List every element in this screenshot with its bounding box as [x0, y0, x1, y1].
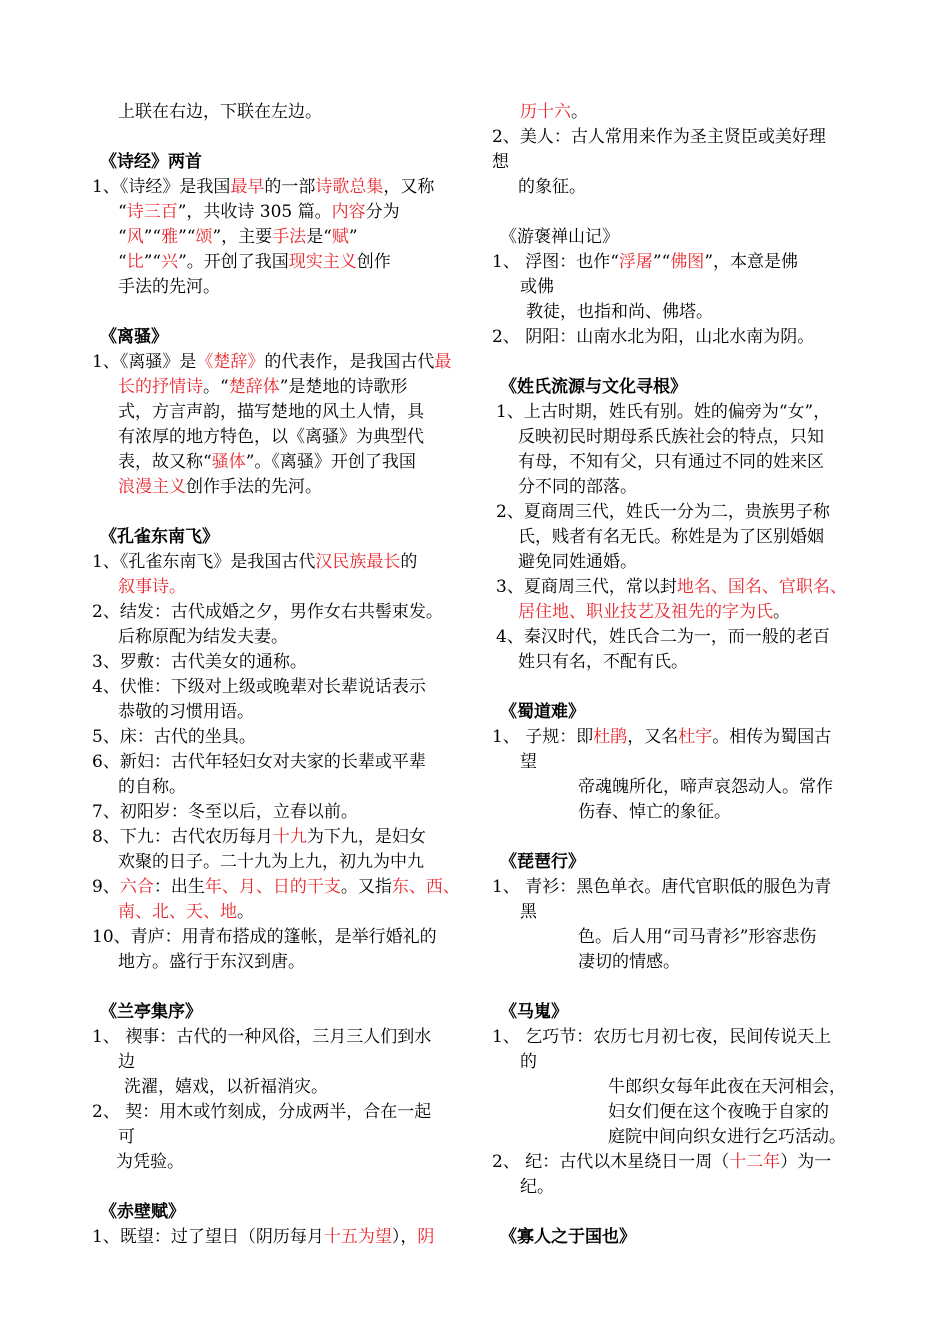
text-line: 欢聚的日子。二十九为上九，初九为中九: [118, 852, 424, 872]
text-line: 帝魂魄所化，啼声哀怨动人。常作: [578, 777, 833, 797]
section-heading: 《姓氏流源与文化寻根》: [500, 377, 687, 397]
text-line: [118, 225, 358, 250]
text-line: 1、上古时期，姓氏有别。姓的偏旁为“女”，: [496, 402, 831, 422]
text-span: 。: [773, 602, 790, 622]
text-span: 表，故又称“: [118, 452, 212, 472]
highlight-text: 风: [126, 227, 144, 247]
text-line: [520, 100, 588, 125]
highlight-text: 汉民族最长: [315, 552, 401, 572]
highlight-text: 诗歌总集: [315, 177, 384, 197]
text-span: ”“: [143, 252, 162, 272]
highlight-text: 《楚辞》: [196, 352, 265, 372]
text-span: 。: [571, 102, 588, 122]
text-span: ”，共收诗 305 篇。: [177, 202, 332, 222]
highlight-text: 最早: [230, 177, 265, 197]
section-heading: 《孔雀东南飞》: [100, 527, 219, 547]
text-line: 纪。: [520, 1177, 554, 1197]
text-line: 妇女们便在这个夜晚于自家的: [608, 1102, 829, 1122]
highlight-text: 比: [126, 252, 144, 272]
text-span: 。: [237, 902, 254, 922]
text-span: ”“: [143, 227, 162, 247]
text-line: 1、 乞巧节：农历七月初七夜，民间传说天上: [492, 1027, 832, 1047]
text-span: 为下九，是妇女: [306, 827, 426, 847]
text-line: 凄切的情感。: [578, 952, 680, 972]
text-span: 的代表作，是我国古代: [264, 352, 435, 372]
text-span: 是“: [306, 227, 332, 247]
highlight-text: 浪漫主义: [118, 477, 186, 497]
section-heading: 《离骚》: [100, 327, 168, 347]
text-line: [518, 600, 790, 625]
text-line: [118, 575, 186, 600]
text-line: [496, 575, 847, 600]
text-line: 《游褒禅山记》: [500, 227, 619, 247]
highlight-text: 诗三百: [126, 202, 178, 222]
text-line: 4、秦汉时代，姓氏合二为一，而一般的老百: [496, 627, 830, 647]
text-span: ”。《离骚》开创了我国: [245, 452, 416, 472]
highlight-text: 内容: [331, 202, 366, 222]
text-span: 的一部: [264, 177, 316, 197]
text-line: 的: [520, 1052, 537, 1072]
section-heading: 《赤壁赋》: [100, 1202, 185, 1222]
text-line: [92, 825, 426, 850]
highlight-text: 地名、国名、官职名、: [676, 577, 847, 597]
text-line: 7、初阳岁：冬至以后，立春以前。: [92, 802, 358, 822]
text-line: 2、 阴阳：山南水北为阳，山北水南为阴。: [492, 327, 815, 347]
text-line: 2、夏商周三代，姓氏一分为二，贵族男子称: [496, 502, 830, 522]
text-line: 或佛: [520, 277, 554, 297]
text-span: ”是楚地的诗歌形: [279, 377, 408, 397]
highlight-text: 浮屠: [618, 252, 653, 272]
text-line: 姓只有名，不配有氏。: [518, 652, 688, 672]
text-span: ”“: [178, 227, 196, 247]
text-line: 色。后人用“司马青衫”形容悲伤: [578, 927, 817, 947]
text-line: [492, 250, 798, 275]
text-span: ”。开创了我国: [178, 252, 289, 272]
text-line: [118, 450, 416, 475]
text-span: 。又指: [340, 877, 392, 897]
text-line: 的自称。: [118, 777, 186, 797]
text-span: 的: [400, 552, 418, 572]
text-line: [492, 1150, 831, 1175]
section-heading: 《诗经》两首: [100, 152, 202, 172]
highlight-text: 居住地、职业技艺及祖先的字为氏: [518, 602, 773, 622]
text-line: [118, 250, 391, 275]
text-span: 2、 纪：古代以木星绕日一周（: [492, 1152, 730, 1172]
text-line: 反映初民时期母系氏族社会的特点，只知: [518, 427, 824, 447]
text-line: 1、 禊事：古代的一种风俗，三月三人们到水: [92, 1027, 432, 1047]
text-line: 分不同的部落。: [518, 477, 637, 497]
text-line: 可: [118, 1127, 135, 1147]
text-span: ”“: [652, 252, 671, 272]
text-line: 边: [118, 1052, 135, 1072]
highlight-text: 年、月、日的干支: [204, 877, 341, 897]
text-span: 1、《诗经》是我国: [92, 177, 231, 197]
text-line: 10、青庐：用青布搭成的篷帐，是举行婚礼的: [92, 927, 437, 947]
text-line: 上联在右边，下联在左边。: [118, 102, 322, 122]
highlight-text: 南、北、天、地: [118, 902, 237, 922]
text-line: 为凭验。: [116, 1152, 184, 1172]
text-span: 创作手法的先河。: [186, 477, 322, 497]
text-line: 避免同姓通婚。: [518, 552, 637, 572]
highlight-text: 现实主义: [288, 252, 357, 272]
text-line: [118, 475, 322, 500]
text-span: 。“: [203, 377, 229, 397]
highlight-text: 兴: [161, 252, 179, 272]
text-line: 牛郎织女每年此夜在天河相会，: [608, 1077, 846, 1097]
highlight-text: 楚辞体: [228, 377, 280, 397]
text-span: 1、《孔雀东南飞》是我国古代: [92, 552, 316, 572]
highlight-text: 十九: [272, 827, 307, 847]
text-line: 5、床：古代的坐具。: [92, 727, 256, 747]
text-line: 6、新妇：古代年轻妇女对夫家的长辈或平辈: [92, 752, 426, 772]
text-span: 8、下九：古代农历每月: [92, 827, 273, 847]
text-span: ），: [391, 1227, 418, 1247]
text-line: [118, 200, 400, 225]
section-heading: 《兰亭集序》: [100, 1002, 202, 1022]
text-line: 望: [520, 752, 537, 772]
text-line: 黑: [520, 902, 537, 922]
text-line: [92, 550, 417, 575]
text-line: [92, 350, 451, 375]
text-span: 1、 浮图：也作“: [492, 252, 619, 272]
section-heading: 《寡人之于国也》: [500, 1227, 636, 1247]
text-line: 洗濯，嬉戏，以祈福消灾。: [124, 1077, 328, 1097]
text-line: [92, 175, 434, 200]
text-line: 后称原配为结发夫妻。: [118, 627, 288, 647]
text-line: 2、 契：用木或竹刻成，分成两半，合在一起: [92, 1102, 432, 1122]
highlight-text: 长的抒情诗: [118, 377, 203, 397]
text-span: ）为一: [780, 1152, 832, 1172]
section-heading: 《琵琶行》: [500, 852, 585, 872]
text-line: 手法的先河。: [118, 277, 220, 297]
text-span: 创作: [356, 252, 391, 272]
text-line: 地方。盛行于东汉到唐。: [118, 952, 305, 972]
text-span: 1、《离骚》是: [92, 352, 197, 372]
text-line: [492, 725, 831, 750]
text-span: “: [118, 227, 127, 247]
text-span: ：出生: [153, 877, 205, 897]
highlight-text: 阴: [417, 1227, 435, 1247]
section-heading: 《马嵬》: [500, 1002, 568, 1022]
highlight-text: 历十六: [520, 102, 571, 122]
text-span: “: [118, 252, 127, 272]
text-span: ”: [348, 227, 358, 247]
text-span: 1、既望：过了望日（阴历每月: [92, 1227, 324, 1247]
text-line: 4、伏惟：下级对上级或晚辈对长辈说话表示: [92, 677, 426, 697]
text-line: 2、美人：古人常用来作为圣主贤臣或美好理: [492, 127, 826, 147]
text-span: ”，本意是佛: [704, 252, 799, 272]
text-line: 有母，不知有父，只有通过不同的姓来区: [518, 452, 824, 472]
text-line: [92, 875, 460, 900]
text-line: 庭院中间向织女进行乞巧活动。: [608, 1127, 846, 1147]
highlight-text: 颂: [195, 227, 213, 247]
text-span: 。相传为蜀国古: [712, 727, 832, 747]
text-span: “: [118, 202, 127, 222]
text-span: ”，主要: [212, 227, 273, 247]
text-span: 9、: [92, 877, 120, 897]
text-line: 教徒，也指和尚、佛塔。: [526, 302, 713, 322]
text-span: 分为: [365, 202, 400, 222]
highlight-text: 手法: [272, 227, 307, 247]
highlight-text: 雅: [161, 227, 179, 247]
highlight-text: 杜宇: [678, 727, 713, 747]
highlight-text: 十五为望: [323, 1227, 392, 1247]
highlight-text: 最: [434, 352, 452, 372]
text-line: 2、结发：古代成婚之夕，男作女右共髻束发。: [92, 602, 443, 622]
text-line: 氏，贱者有名无氏。称姓是为了区别婚姻: [518, 527, 824, 547]
text-line: 恭敬的习惯用语。: [118, 702, 254, 722]
highlight-text: 叙事诗。: [118, 577, 186, 597]
highlight-text: 十二年: [729, 1152, 781, 1172]
highlight-text: 东、西、: [391, 877, 460, 897]
text-span: 1、 子规：即: [492, 727, 594, 747]
text-line: [92, 1225, 434, 1250]
highlight-text: 赋: [331, 227, 349, 247]
text-span: ，又名: [627, 727, 679, 747]
text-span: 3、夏商周三代，常以封: [496, 577, 677, 597]
text-line: [118, 900, 254, 925]
text-line: 有浓厚的地方特色，以《离骚》为典型代: [118, 427, 424, 447]
text-line: 伤春、悼亡的象征。: [578, 802, 731, 822]
section-heading: 《蜀道难》: [500, 702, 585, 722]
highlight-text: 六合: [119, 877, 154, 897]
highlight-text: 骚体: [211, 452, 246, 472]
text-line: [118, 375, 407, 400]
text-line: 想: [492, 152, 509, 172]
text-line: 式，方言声韵，描写楚地的风土人情，具: [118, 402, 424, 422]
text-line: 3、罗敷：古代美女的通称。: [92, 652, 307, 672]
highlight-text: 杜鹃: [593, 727, 628, 747]
text-line: 1、 青衫：黑色单衣。唐代官职低的服色为青: [492, 877, 832, 897]
text-span: ，又称: [383, 177, 435, 197]
highlight-text: 佛图: [670, 252, 705, 272]
text-line: 的象征。: [518, 177, 586, 197]
